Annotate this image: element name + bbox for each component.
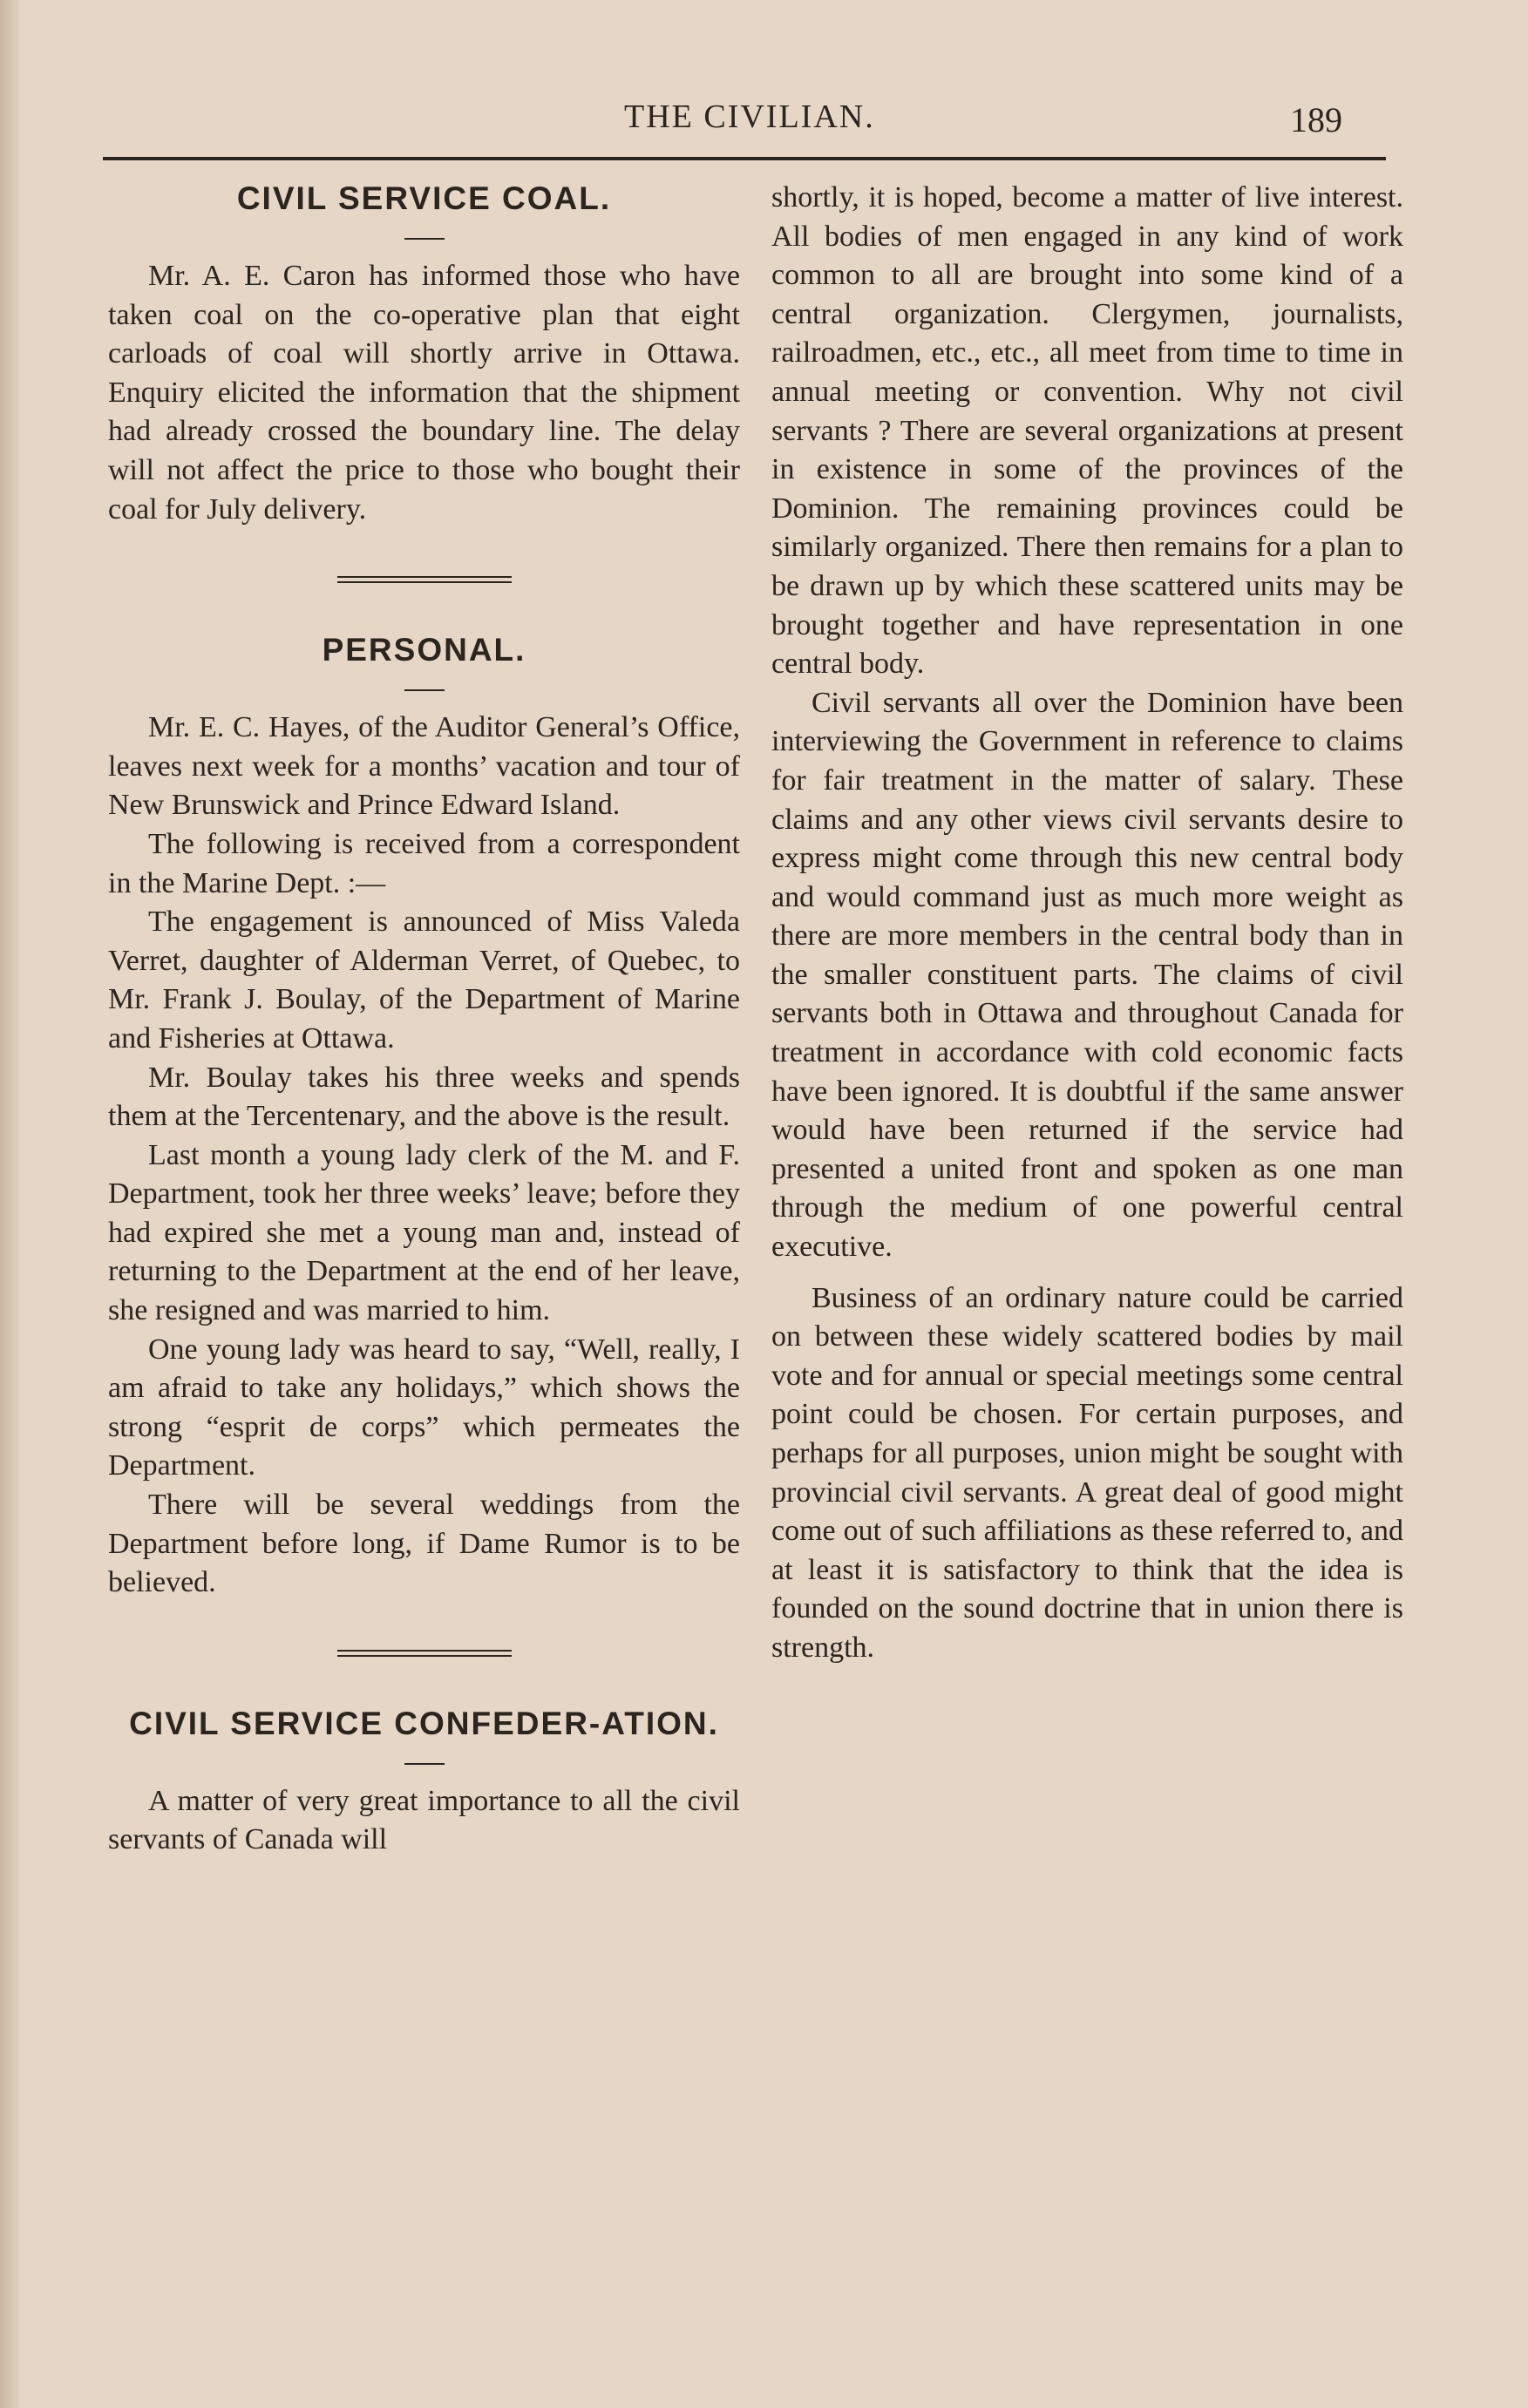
personal-paragraph: Mr. Boulay takes his three weeks and spends them at the Tercentenary, and the above is the result. [108, 1061, 740, 1133]
running-header [0, 98, 1528, 150]
confederation-continued-paragraph: Business of an ordinary nature could be carried on between these widely scattered bodies by mail vote and for annual or special meetings some central point could be chosen. For certain purposes, and perhaps for all purposes, union might be sought with provincial civil servants. A great deal of good might come out of such affiliations as these referred to, and at least it is satisfactory to think that the idea is founded on the sound doctrine that in union there is strength. [771, 1281, 1403, 1664]
coal-paragraph: Mr. A. E. Caron has informed those who have taken coal on the co-operative plan that eight carloads of coal will shortly arrive in Ottawa. Enquiry elicited the information that the shipment had already crossed the boundary line. The delay will not affect the price to those who bought their coal for July delivery. [108, 260, 740, 526]
publication-title: THE CIVILIAN. [624, 98, 875, 135]
personal-paragraph: One young lady was heard to say, “Well, really, I am afraid to take any holidays,” which shows the strong “esprit de corps” which permeates the Department. [108, 1333, 740, 1482]
coal-heading: CIVIL SERVICE COAL. [236, 180, 612, 216]
page-binding-edge [0, 0, 19, 2408]
left-column [108, 179, 740, 1860]
confederation-paragraph: A matter of very great importance to all the civil servants of Canada will [108, 1784, 740, 1856]
personal-paragraph: Mr. E. C. Hayes, of the Auditor General’s Office, leaves next week for a months’ vacation and tour of New Brunswick and Prince Edward Island. [108, 711, 740, 822]
confederation-continued-paragraph: Civil servants all over the Dominion have been interviewing the Government in reference to claims for fair treatment in the matter of salary. These claims and any other views civil servants desire to express might come through this new central body and would command just as much more weight as there are more members in the central body than in the smaller constituent parts. The claims of civil servants both in Ottawa and throughout Canada for treatment in accordance with cold economic facts have been ignored. It is doubtful if the same answer would have been returned if the service had presented a united front and spoken as one man through the medium of one powerful central executive. [771, 686, 1403, 1264]
section-divider [337, 1650, 512, 1657]
personal-paragraph: The engagement is announced of Miss Valeda Verret, daughter of Alderman Verret, of Quebec, to Mr. Frank J. Boulay, of the Department of Marine and Fisheries at Ottawa. [108, 906, 740, 1055]
confederation-heading: CIVIL SERVICE CONFEDER-ATION. [129, 1705, 719, 1741]
heading-dash [404, 689, 445, 691]
heading-dash [404, 238, 445, 240]
personal-paragraph: There will be several weddings from the Department before long, if Dame Rumor is to be believed. [108, 1489, 740, 1599]
heading-dash [404, 1763, 445, 1765]
confederation-continued-paragraph: shortly, it is hoped, become a matter of live interest. All bodies of men engaged in any kind of work common to all are brought into some kind of a central organization. Clergymen, journalists, railroadmen, etc., etc., all meet from time to time in annual meeting or convention. Why not civil servants ? There are several organizations at present in existence in some of the provinces of the Dominion. The remaining provinces could be similarly organized. There then remains for a plan to be drawn up by which these scattered units may be brought together and have representation in one central body. [771, 181, 1403, 681]
header-rule [103, 157, 1386, 160]
section-divider [337, 576, 512, 583]
page-number: 189 [1290, 100, 1342, 139]
right-column [771, 179, 1403, 1668]
personal-heading: PERSONAL. [322, 632, 526, 668]
personal-paragraph: Last month a young lady clerk of the M. and F. Department, took her three weeks’ leave; before they had expired she met a young man and, instead of returning to the Department at the end of her leave, she resigned and was married to him. [108, 1138, 740, 1327]
personal-paragraph: The following is received from a correspondent in the Marine Dept. :— [108, 827, 740, 899]
